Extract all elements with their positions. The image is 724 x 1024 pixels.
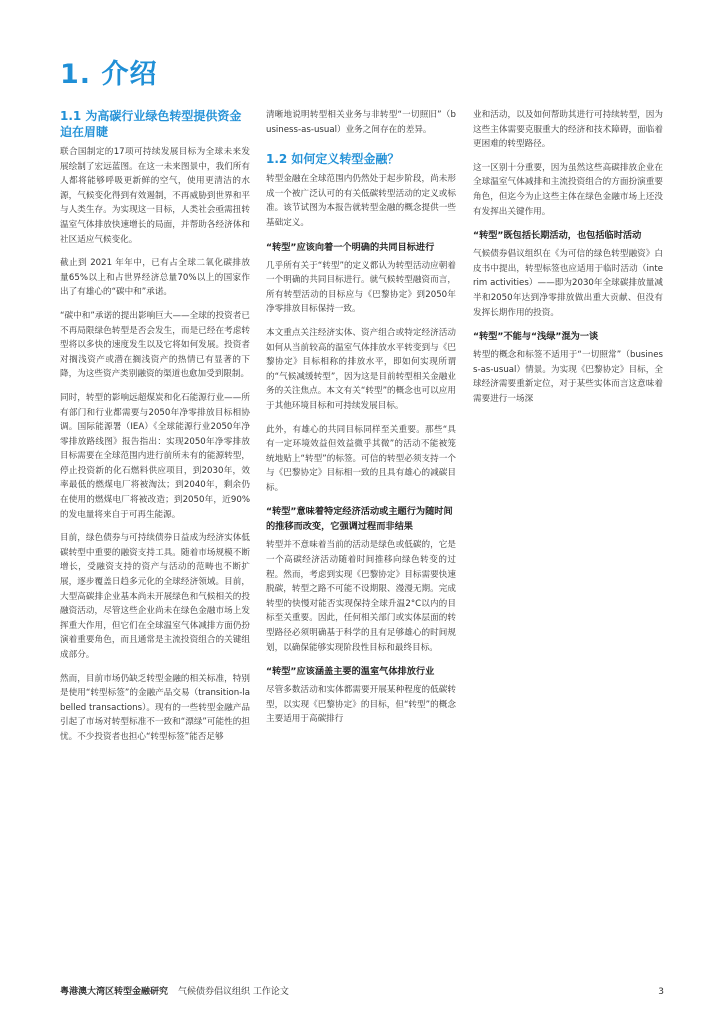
subheading: “转型”应该涵盖主要的温室气体排放行业	[266, 666, 435, 678]
subheading: “转型”既包括长期活动，也包括临时活动	[473, 230, 642, 242]
subheading: “转型”意味着特定经济活动或主题行为随时间的推移而改变，它强调过程而非结果	[266, 506, 453, 533]
page-title: 1. 介绍	[60, 59, 158, 90]
paragraph: 此外，有雄心的共同目标同样至关重要。那些“具有一定环境效益但效益微乎其微”的活动不能被笼统地贴上“转型”的标签。可信的转型必须支持一个与《巴黎协定》目标相一致的且具有雄心的减碳目标。	[266, 424, 456, 493]
paragraph: 清晰地说明转型相关业务与非转型“一切照旧”（business-as-usual）业务之间存在的差异。	[266, 110, 456, 135]
footer-report-title: 粤港澳大湾区转型金融研究	[60, 987, 169, 997]
paragraph: 联合国制定的17项可持续发展目标为全球未来发展绘制了宏远蓝图。在这一未来图景中，我们所有人都将能够呼吸更新鲜的空气，使用更清洁的水源，气候变化得到有效遏制，不再威胁到世界和平与人类生存。为实现这一目标，人类社会亟需扭转温室气体排放快速增长的局面，并帮助各经济体和社区适应气候变化。	[60, 147, 250, 245]
page-footer	[60, 984, 664, 997]
column-right	[473, 108, 663, 416]
paragraph: 然而，目前市场仍缺乏转型金融的相关标准，特别是使用“转型标签”的金融产品交易（transition-labelled transactions）。现有的一些转型金融产品引起了市场对转型标准不一致和“漂绿”可能性的担忧。不少投资者也担心“转型标签”能否足够	[60, 673, 250, 742]
paragraph: 转型金融在全球范围内仍然处于起步阶段，尚未形成一个被广泛认可的有关低碳转型活动的定义或标准。该节试图为本报告就转型金融的概念提供一些基础定义。	[266, 174, 456, 228]
paragraph: “碳中和”承诺的提出影响巨大——全球的投资者已不再局限绿色转型是否会发生，而是已经在考虑转型将以多快的速度发生以及它将如何发展。投资者对搁浅资产或潜在搁浅资产的热情已有显著的下降，为这些资产类别融资的渠道也愈加受到限制。	[60, 310, 250, 380]
paragraph: 几乎所有关于“转型”的定义都认为转型活动应朝着一个明确的共同目标进行。就气候转型融资而言，所有转型活动的目标应与《巴黎协定》到2050年净零排放目标保持一致。	[266, 260, 456, 315]
paragraph: 这一区别十分重要，因为虽然这些高碳排放企业在全球温室气体减排和主流投资组合的方面扮演重要角色，但迄今为止这些主体在绿色金融市场上还没有发挥出关键作用。	[473, 162, 663, 217]
paragraph: 目前，绿色债券与可持续债券日益成为经济实体低碳转型中重要的融资支持工具。随着市场规模不断增长，受融资支持的资产与活动的范畴也不断扩展，逐步覆盖日趋多元化的全球经济领域。目前，大型高碳排企业基本尚未开展绿色和气候相关的投融资活动，尽管这些企业尚未在绿色金融市场上发挥重大作用，但它们在全球温室气体减排方面仍扮演着重要角色，而且通常是主流投资组合的关键组成部分。	[60, 533, 250, 660]
subheading: “转型”不能与“浅绿”混为一谈	[473, 331, 599, 343]
paragraph: 本文重点关注经济实体、资产组合或特定经济活动如何从当前较高的温室气体排放水平转变到与《巴黎协定》目标相称的排放水平，即如何实现所谓的“气候减缓转型”，因为这是目前转型相关金融业务的关注焦点。本文有关“转型”的概念也可以应用于其他环境目标和可持续发展目标。	[266, 327, 456, 411]
paragraph: 转型的概念和标签不适用于“一切照常”（business-as-usual）情景。为实现《巴黎协定》目标，全球经济需要重新定位，对于某些实体而言这意味着需要进行一场深	[473, 350, 663, 404]
page-number: 3	[658, 987, 664, 997]
paragraph: 尽管多数活动和实体都需要开展某种程度的低碳转型，以实现《巴黎协定》的目标，但“转型”的概念主要适用于高碳排行	[266, 685, 456, 725]
paragraph: 气候债券倡议组织在《为可信的绿色转型融资》白皮书中提出，转型标签也应适用于临时活动（interim activities）——即为2030年全球碳排放量减半和2050年达到净零排放做出重大贡献、但没有发挥长期作用的投资。	[473, 249, 663, 318]
paragraph: 同时，转型的影响远超煤炭和化石能源行业——所有部门和行业都需要与2050年净零排放目标相协调。国际能源署（IEA）《全球能源行业2050年净零排放路线图》报告指出：实现2050年净零排放目标需要在全球范围内进行前所未有的能源转型，停止投资新的化石燃料供应项目，到2030年，效率最低的燃煤电厂将被淘汰；到2040年，剩余仍在使用的燃煤电厂将被改造；到2050年，近90%的发电量将来自于可再生能源。	[60, 392, 250, 520]
paragraph: 截止到 2021 年年中，已有占全球二氧化碳排放量65%以上和占世界经济总量70%以上的国家作出了有雄心的“碳中和”承诺。	[60, 258, 250, 298]
column-left	[60, 108, 250, 754]
section-heading-1-2: 1.2 如何定义转型金融？	[266, 152, 400, 167]
paragraph: 业和活动，以及如何帮助其进行可持续转型，因为这些主体需要克服重大的经济和技术障碍，面临着更困难的转型路径。	[473, 110, 663, 150]
paragraph: 转型并不意味着当前的活动是绿色或低碳的，它是一个高碳经济活动随着时间推移向绿色转变的过程。然而，考虑到实现《巴黎协定》目标需要快速脱碳，转型之路不可能不设期限、漫漫无期。完成转型的快慢对能否实现保持全球升温2°C以内的目标至关重要。因此，任何相关部门或实体层面的转型路径必须明确基于科学的且有足够雄心的时间规划，以确保能够实现阶段性目标和最终目标。	[266, 540, 456, 653]
footer-organization: 气候债券倡议组织 工作论文	[178, 987, 289, 997]
column-middle	[266, 108, 456, 736]
subheading: “转型”应该向着一个明确的共同目标进行	[266, 241, 435, 253]
section-heading-1-1: 1.1 为高碳行业绿色转型提供资金迫在眉睫	[60, 109, 242, 139]
